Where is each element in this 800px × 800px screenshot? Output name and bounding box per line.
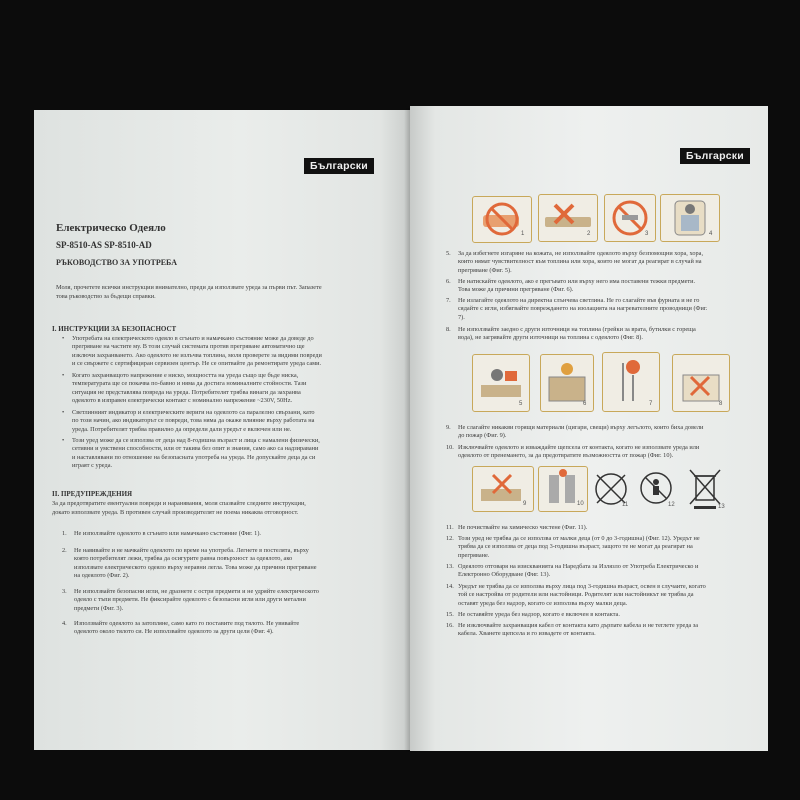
model-numbers: SP-8510-AS SP-8510-AD (56, 240, 152, 250)
warning-item: 10. Изключвайте одеялото и изваждайте щепсела от контакта, когато не използвате уреда или одеялото от пренемането, за да предотвратите възможността от пожар (Фиг. 10). (446, 444, 700, 460)
warning-item: 11. Не почиствайте на химическо чистене (Фиг. 11). (446, 524, 588, 531)
warning-item: 8. Не използвайте заедно с други източници на топлина (грейки за врата, бутилки с гореща вода), не загрявайте други източници на топлина с одеялото (Фиг. 8). (446, 326, 696, 342)
intro-line: Моля, прочетете всички инструкции внимателно, преди да използвате уреда за първи път. Запазете (56, 284, 322, 291)
warning-item: 16. Не изключвайте захранващия кабел от контакта като дърпате кабела и не теглете уреда за кабела. Хванете щепсела и го извадете от контакта. (446, 622, 699, 638)
language-badge: Български (304, 158, 374, 174)
section-heading: II. ПРЕДУПРЕЖДЕНИЯ (52, 490, 133, 498)
warning-item: 15. Не оставяйте уреда без надзор, когато е включен в контакта. (446, 611, 620, 618)
warning-item: 9. Не слагайте никакви горящи материали (цигари, свещи) върху легълото, които биха довели до пожар (Фиг. 9). (446, 424, 704, 440)
figure-crossed-blanket: 2 (538, 194, 598, 242)
language-badge: Български (680, 148, 750, 164)
safety-item: • Когато захранващото напрежение е ниско, мощността на уреда също ще бъде ниска, температурата ще се покачва по-бавно и няма да достига номиналните стойности. Тази ситуация не представлява повреда на уреда. Потребителят трябва винаги да захранва одеялото в изправен електрически контакт с номинално напрежение ~230V, 50Hz. (62, 372, 307, 404)
figure-folded-blanket: 1 (472, 196, 532, 243)
warning-item: 3. Не използвайте безопасни игли, не дразнете с остри предмети и не удряйте електрическото одеяло с тъпи предмети. Не фиксирайте одеялото с безопасни игли или други метални предмети (Фиг. 3). (62, 588, 319, 612)
no-dry-clean-symbol: 11 (592, 470, 630, 508)
product-title: Електрическо Одеяло (56, 222, 166, 234)
weee-symbol: 13 (686, 466, 726, 512)
warning-item: 1. Не използвайте одеялото в сгънато или намачкано състояние (Фиг. 1). (62, 530, 262, 537)
figure-no-pins: 3 (604, 194, 656, 242)
no-children-symbol: 12 (636, 468, 676, 510)
section-heading: I. ИНСТРУКЦИИ ЗА БЕЗОПАСНОСТ (52, 325, 177, 333)
left-page (34, 110, 410, 750)
warning-item: 6. Не натискайте одеялото, ако е прегъвато или върху него има поставени тежки предмети. Това може да причини прегряване (Фиг. 6). (446, 278, 696, 294)
warning-item: 14. Уредът не трябва да се използва върху лица под 3-годишна възраст, освен в случаите, когато той се настройва от родители или настойници. Родителят или настойникът не трябва да оставят уреда без надзор, когато се използва върху малки деца. (446, 583, 706, 607)
safety-item: • Този уред може да се използва от деца над 8-годишна възраст и лица с намалени физически, сетивни и умствени способности, или от такива без опит и знания, само ако са надзиравани и наставлявани по отношение на безопасната употреба на уреда. Не допускайте деца да си играят с уреда. (62, 437, 320, 469)
warning-item: 4. Използвайте одеялото за затопляне, само като го поставите под тялото. Не увивайте одеялото около тялото си. Не използвайте одеялото за други цели (Фиг. 4). (62, 620, 300, 636)
intro-line: това ръководство за бъдещи справки. (56, 293, 156, 300)
right-page (410, 106, 768, 751)
figure-no-sunlight: 7 (602, 352, 660, 412)
safety-item: • Светлинният индикатор и електрическите вериги на одеялото са паралелно свързани, като по този начин, ако индикаторът се повреди, това няма да окаже влияние върху работата на уреда. Потребителят трябва правилно да определи дали уредът е включен или не. (62, 409, 315, 433)
manual-heading: РЪКОВОДСТВО ЗА УПОТРЕБА (56, 258, 178, 267)
figure-other-heat-sources: 8 (672, 354, 730, 412)
figure-person-in-bed: 4 (660, 194, 720, 242)
warning-item: 7. Не излагайте одеялото на директна слънчева светлина. Не го слагайте във фурната и не го сядайте с игли, избягвайте повреждането на изолацията на нагревателните проводници (Фиг. 7). (446, 297, 708, 321)
figure-no-burning-materials: 9 (472, 466, 534, 512)
warning-item: 13. Одеялото отговаря на изискванията на Наредбата за Излязло от Употреба Електрическо и Електронно Оборудване (Фиг. 13). (446, 563, 699, 579)
figure-unplug: 10 (538, 466, 588, 512)
warning-item: 2. Не навивайте и не мачкайте одеялото по време на употреба. Легнете в постелята, върху която потребителят лежи, трябва да осигурите равна повърхност за одеялото, ако използвате електрическото одеяло върху неравни легла. Това може да причини прегряване на одеялото (Фиг. 2). (62, 547, 317, 579)
figure-heat-warning: 5 (472, 354, 530, 412)
figure-weight-on-blanket: 6 (540, 354, 594, 412)
warning-item: 12. Този уред не трябва да се използва от малки деца (от 0 до 3-годишна) (Фиг. 12). Уредът не трябва да се използва от деца под 3-годишна възраст, защото те не могат да реагират на прегряване. (446, 535, 700, 559)
warnings-intro: докато използвате уреда. В противен случай производителят не поема никаква отговорност. (52, 509, 299, 516)
warnings-intro: За да предотвратите евентуални повреди и наранявания, моля спазвайте следните инструкции, (52, 500, 306, 507)
safety-item: • Употребата на електрическото одеяло в сгънато и намачкано състояние може да доведе до прегряване на частите му. В този случай системата против прегряване автоматично ще изключи захранването. Ако одеялото не излъчва топлина, моля проверете за видими повреди и се свържете с сертифициран сервизен център. Не се опитвайте да ремонтирате уреда сами. (62, 335, 322, 367)
warning-item: 5. За да избегнете изгаряне на кожата, не използвайте одеялото върху безпомощни хора, хора, които нямат чувствителност към топлина или хора, които не могат да реагират в случай на прегряване (Фиг. 5). (446, 250, 704, 274)
